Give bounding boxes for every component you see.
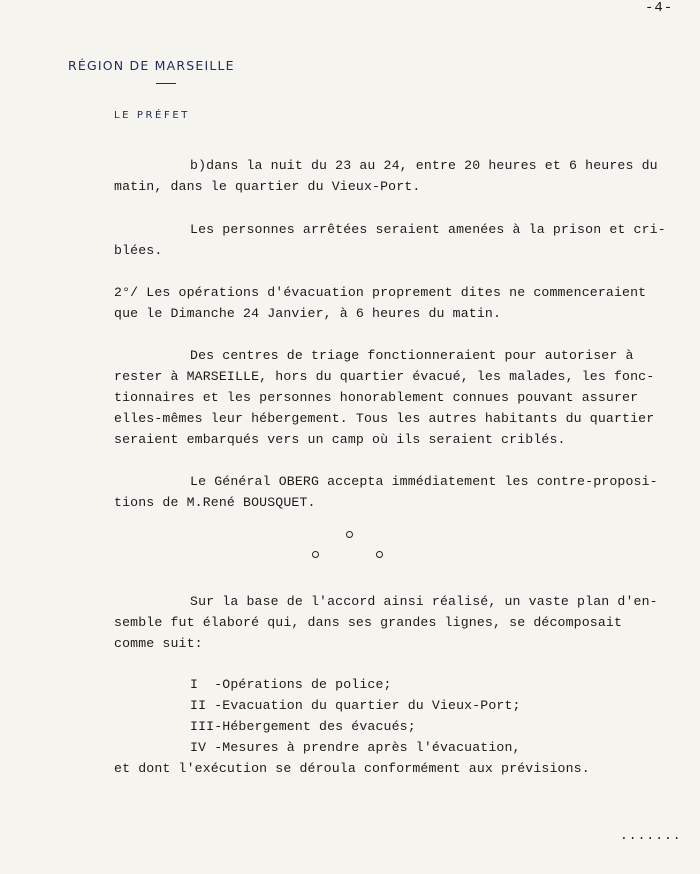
body-line: 2°/ Les opérations d'évacuation proprement dites ne commenceraient xyxy=(114,285,647,300)
list-item: II -Evacuation du quartier du Vieux-Port; xyxy=(190,698,521,713)
body-line: et dont l'exécution se déroula conformément aux prévisions. xyxy=(114,761,590,776)
list-item: I -Opérations de police; xyxy=(190,677,392,692)
body-line: que le Dimanche 24 Janvier, à 6 heures du matin. xyxy=(114,306,502,321)
body-line: elles-mêmes leur hébergement. Tous les autres habitants du quartier xyxy=(114,411,655,426)
letterhead-rule xyxy=(156,83,176,84)
letterhead-region: RÉGION DE MARSEILLE xyxy=(68,58,235,73)
body-line: comme suit: xyxy=(114,636,203,651)
separator-dot xyxy=(346,531,353,538)
body-line: tionnaires et les personnes honorablement connues pouvant assurer xyxy=(114,390,639,405)
letterhead-office: LE PRÉFET xyxy=(114,110,190,121)
list-item: III-Hébergement des évacués; xyxy=(190,719,416,734)
body-line: b)dans la nuit du 23 au 24, entre 20 heures et 6 heures du xyxy=(190,158,658,173)
body-line: rester à MARSEILLE, hors du quartier évacué, les malades, les fonc- xyxy=(114,369,655,384)
separator-dot xyxy=(312,551,319,558)
body-line: Les personnes arrêtées seraient amenées à la prison et cri- xyxy=(190,222,666,237)
separator-dot xyxy=(376,551,383,558)
continuation-marker: ....... xyxy=(620,828,682,843)
body-line: Des centres de triage fonctionneraient pour autoriser à xyxy=(190,348,634,363)
page-number: -4- xyxy=(645,0,674,16)
body-line: semble fut élaboré qui, dans ses grandes lignes, se décomposait xyxy=(114,615,623,630)
list-item: IV -Mesures à prendre après l'évacuation, xyxy=(190,740,521,755)
body-line: matin, dans le quartier du Vieux-Port. xyxy=(114,179,421,194)
body-line: blées. xyxy=(114,243,163,258)
body-line: tions de M.René BOUSQUET. xyxy=(114,495,316,510)
body-line: Le Général OBERG accepta immédiatement les contre-proposi- xyxy=(190,474,658,489)
body-line: seraient embarqués vers un camp où ils seraient criblés. xyxy=(114,432,566,447)
body-line: Sur la base de l'accord ainsi réalisé, un vaste plan d'en- xyxy=(190,594,658,609)
